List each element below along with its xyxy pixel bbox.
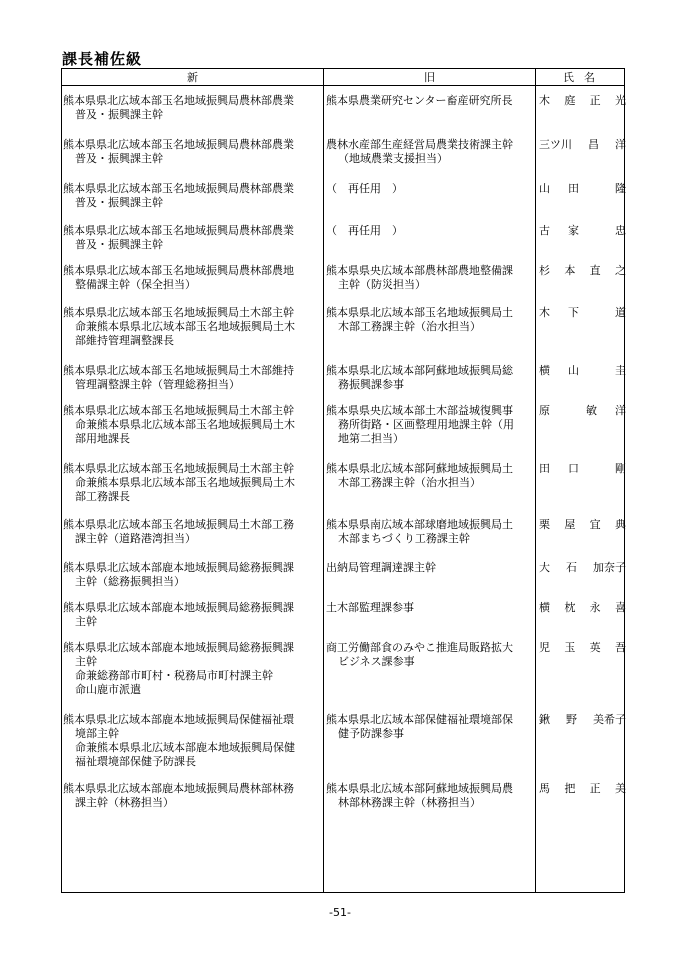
name-char: 宜 (589, 518, 601, 531)
old-post-line: 健予防課参事 (338, 727, 404, 740)
new-post-line: 整備課主幹（保全担当） (75, 278, 196, 291)
new-post-line: 熊本県県北広域本部玉名地域振興局土木部維持 (63, 364, 294, 377)
new-post-line: 熊本県県北広域本部玉名地域振興局土木部主幹 (63, 306, 294, 319)
new-post-line: 命兼総務部市町村・税務局市町村課主幹 (75, 669, 273, 682)
name-char: 洋 (615, 404, 626, 417)
entry-person-name (537, 404, 626, 418)
new-post-line: 熊本県県北広域本部玉名地域振興局土木部工務 (63, 518, 294, 531)
name-char: 英 (589, 641, 601, 654)
old-post-line: ビジネス課参事 (338, 655, 415, 668)
old-post-line: （ 再任用 ） (326, 182, 403, 195)
name-char: 下 (568, 306, 579, 319)
name-char: 玉 (564, 641, 576, 654)
name-char: 三ツ川 (539, 138, 572, 151)
new-post-line: 熊本県県北広域本部鹿本地域振興局農林部林務 (63, 782, 294, 795)
old-post-line: 商工労働部食のみやこ推進局販路拡大 (326, 641, 513, 654)
new-post-line: 主幹 (75, 655, 97, 668)
entry-person-name (537, 264, 626, 278)
name-char: 横 (539, 364, 550, 377)
new-post-line: 熊本県県北広域本部玉名地域振興局農林部農業 (63, 94, 294, 107)
old-post-line: 熊本県県北広域本部阿蘇地域振興局総 (326, 364, 513, 377)
name-char: 加奈子 (593, 561, 626, 574)
old-post-line: 熊本県県北広域本部玉名地域振興局土 (326, 306, 513, 319)
name-char: 原 (539, 404, 550, 417)
name-char: 把 (564, 782, 576, 795)
entry-person-name (537, 138, 626, 152)
new-post-line: 福祉環境部保健予防課長 (75, 755, 196, 768)
new-post-line: 命兼熊本県県北広域本部玉名地域振興局土木 (75, 418, 295, 431)
new-post-line: 熊本県県北広域本部鹿本地域振興局総務振興課 (63, 601, 294, 614)
name-char: 山 (539, 182, 550, 195)
new-post-line: 普及・振興課主幹 (75, 108, 163, 121)
name-char: 庭 (564, 94, 576, 107)
name-char: 昌 (588, 138, 599, 151)
name-char: 杉 (539, 264, 550, 277)
old-post-line: 地第二担当） (338, 432, 404, 445)
name-char: 忠 (615, 224, 626, 237)
new-post-line: 部用地課長 (75, 432, 130, 445)
header-new: 新 (62, 69, 324, 86)
name-char: 光 (614, 94, 626, 107)
new-post-line: 熊本県県北広域本部玉名地域振興局土木部主幹 (63, 462, 294, 475)
old-post-line: 熊本県県北広域本部阿蘇地域振興局土 (326, 462, 513, 475)
name-char: 道 (615, 306, 626, 319)
new-post-line: 命山鹿市派遣 (75, 683, 141, 696)
header-name: 氏名 (536, 69, 625, 86)
header-old: 旧 (324, 69, 536, 86)
old-post-line: 熊本県県北広域本部保健福祉環境部保 (326, 713, 513, 726)
name-char: 田 (539, 462, 550, 475)
old-post-line: 土木部監理課参事 (326, 601, 414, 614)
name-char: 児 (539, 641, 550, 654)
old-post-line: 出納局管理調達課主幹 (326, 561, 436, 574)
entry-person-name (537, 364, 626, 378)
old-post-line: 熊本県県央広域本部土木部益城復興事 (326, 404, 513, 417)
table-entries (61, 68, 624, 893)
entry-person-name (537, 641, 626, 655)
old-post-line: 農林水産部生産経営局農業技術課主幹 (326, 138, 513, 151)
name-char: 敏 (586, 404, 597, 417)
new-post-line: 熊本県県北広域本部玉名地域振興局土木部主幹 (63, 404, 294, 417)
name-char: 家 (568, 224, 579, 237)
old-post-line: 主幹（防災担当） (338, 278, 426, 291)
old-post-line: 木部工務課主幹（治水担当） (338, 320, 481, 333)
new-post-line: 課主幹（道路港湾担当） (75, 532, 196, 545)
new-post-line: 普及・振興課主幹 (75, 238, 163, 251)
old-post-line: （地域農業支援担当） (338, 152, 448, 165)
name-char: 喜 (614, 601, 626, 614)
name-char: 圭 (615, 364, 626, 377)
name-char: 吾 (614, 641, 626, 654)
name-char: 屋 (564, 518, 576, 531)
name-char: 枕 (564, 601, 576, 614)
entry-person-name (537, 94, 626, 108)
new-post-line: 熊本県県北広域本部鹿本地域振興局保健福祉環 (63, 713, 294, 726)
new-post-line: 部維持管理調整課長 (75, 334, 174, 347)
new-post-line: 課主幹（林務担当） (75, 796, 174, 809)
name-char: 永 (589, 601, 601, 614)
entry-person-name (537, 561, 626, 575)
entry-person-name (537, 462, 626, 476)
name-char: 隆 (615, 182, 626, 195)
name-char: 洋 (615, 138, 626, 151)
old-post-line: （ 再任用 ） (326, 224, 403, 237)
name-char: 口 (568, 462, 579, 475)
entry-person-name (537, 306, 626, 320)
new-post-line: 熊本県県北広域本部玉名地域振興局農林部農地 (63, 264, 294, 277)
old-post-line: 木部工務課主幹（治水担当） (338, 476, 481, 489)
new-post-line: 主幹（総務振興担当） (75, 575, 185, 588)
old-post-line: 務振興課参事 (338, 378, 404, 391)
old-post-line: 熊本県農業研究センター畜産研究所長 (326, 94, 513, 107)
name-char: 正 (589, 94, 601, 107)
name-char: 之 (614, 264, 626, 277)
entry-person-name (537, 782, 626, 796)
name-char: 野 (566, 713, 577, 726)
name-char: 馬 (539, 782, 550, 795)
new-post-line: 普及・振興課主幹 (75, 196, 163, 209)
old-post-line: 木部まちづくり工務課主幹 (338, 532, 470, 545)
entry-person-name (537, 518, 626, 532)
new-post-line: 命兼熊本県県北広域本部鹿本地域振興局保健 (75, 741, 295, 754)
old-post-line: 務所街路・区画整理用地課主幹（用 (338, 418, 514, 431)
entry-person-name (537, 224, 626, 238)
new-post-line: 主幹 (75, 615, 97, 628)
name-char: 古 (539, 224, 550, 237)
new-post-line: 管理調整課主幹（管理総務担当） (75, 378, 240, 391)
new-post-line: 普及・振興課主幹 (75, 152, 163, 165)
new-post-line: 熊本県県北広域本部玉名地域振興局農林部農業 (63, 182, 294, 195)
page-number: -51- (329, 906, 351, 919)
old-post-line: 林部林務課主幹（林務担当） (338, 796, 481, 809)
column-name (61, 68, 624, 893)
name-char: 美 (614, 782, 626, 795)
name-char: 正 (589, 782, 601, 795)
name-char: 木 (539, 94, 550, 107)
page-title: 課長補佐級 (62, 50, 143, 68)
name-char: 大 (539, 561, 550, 574)
entry-person-name (537, 182, 626, 196)
new-post-line: 熊本県県北広域本部鹿本地域振興局総務振興課 (63, 561, 294, 574)
name-char: 直 (589, 264, 601, 277)
new-post-line: 部工務課長 (75, 490, 130, 503)
name-char: 木 (539, 306, 550, 319)
new-post-line: 熊本県県北広域本部鹿本地域振興局総務振興課 (63, 641, 294, 654)
new-post-line: 境部主幹 (75, 727, 119, 740)
new-post-line: 命兼熊本県県北広域本部玉名地域振興局土木 (75, 320, 295, 333)
old-post-line: 熊本県県南広域本部球磨地域振興局土 (326, 518, 513, 531)
name-char: 横 (539, 601, 550, 614)
old-post-line: 熊本県県北広域本部阿蘇地域振興局農 (326, 782, 513, 795)
name-char: 山 (568, 364, 579, 377)
entry-person-name (537, 601, 626, 615)
new-post-line: 熊本県県北広域本部玉名地域振興局農林部農業 (63, 138, 294, 151)
new-post-line: 命兼熊本県県北広域本部玉名地域振興局土木 (75, 476, 295, 489)
name-char: 田 (568, 182, 579, 195)
name-char: 石 (566, 561, 577, 574)
name-char: 栗 (539, 518, 550, 531)
old-post-line: 熊本県県央広域本部農林部農地整備課 (326, 264, 513, 277)
name-char: 鍬 (539, 713, 550, 726)
entry-person-name (537, 713, 626, 727)
new-post-line: 熊本県県北広域本部玉名地域振興局農林部農業 (63, 224, 294, 237)
name-char: 本 (564, 264, 576, 277)
name-char: 典 (614, 518, 626, 531)
name-char: 美希子 (593, 713, 626, 726)
name-char: 剛 (615, 462, 626, 475)
